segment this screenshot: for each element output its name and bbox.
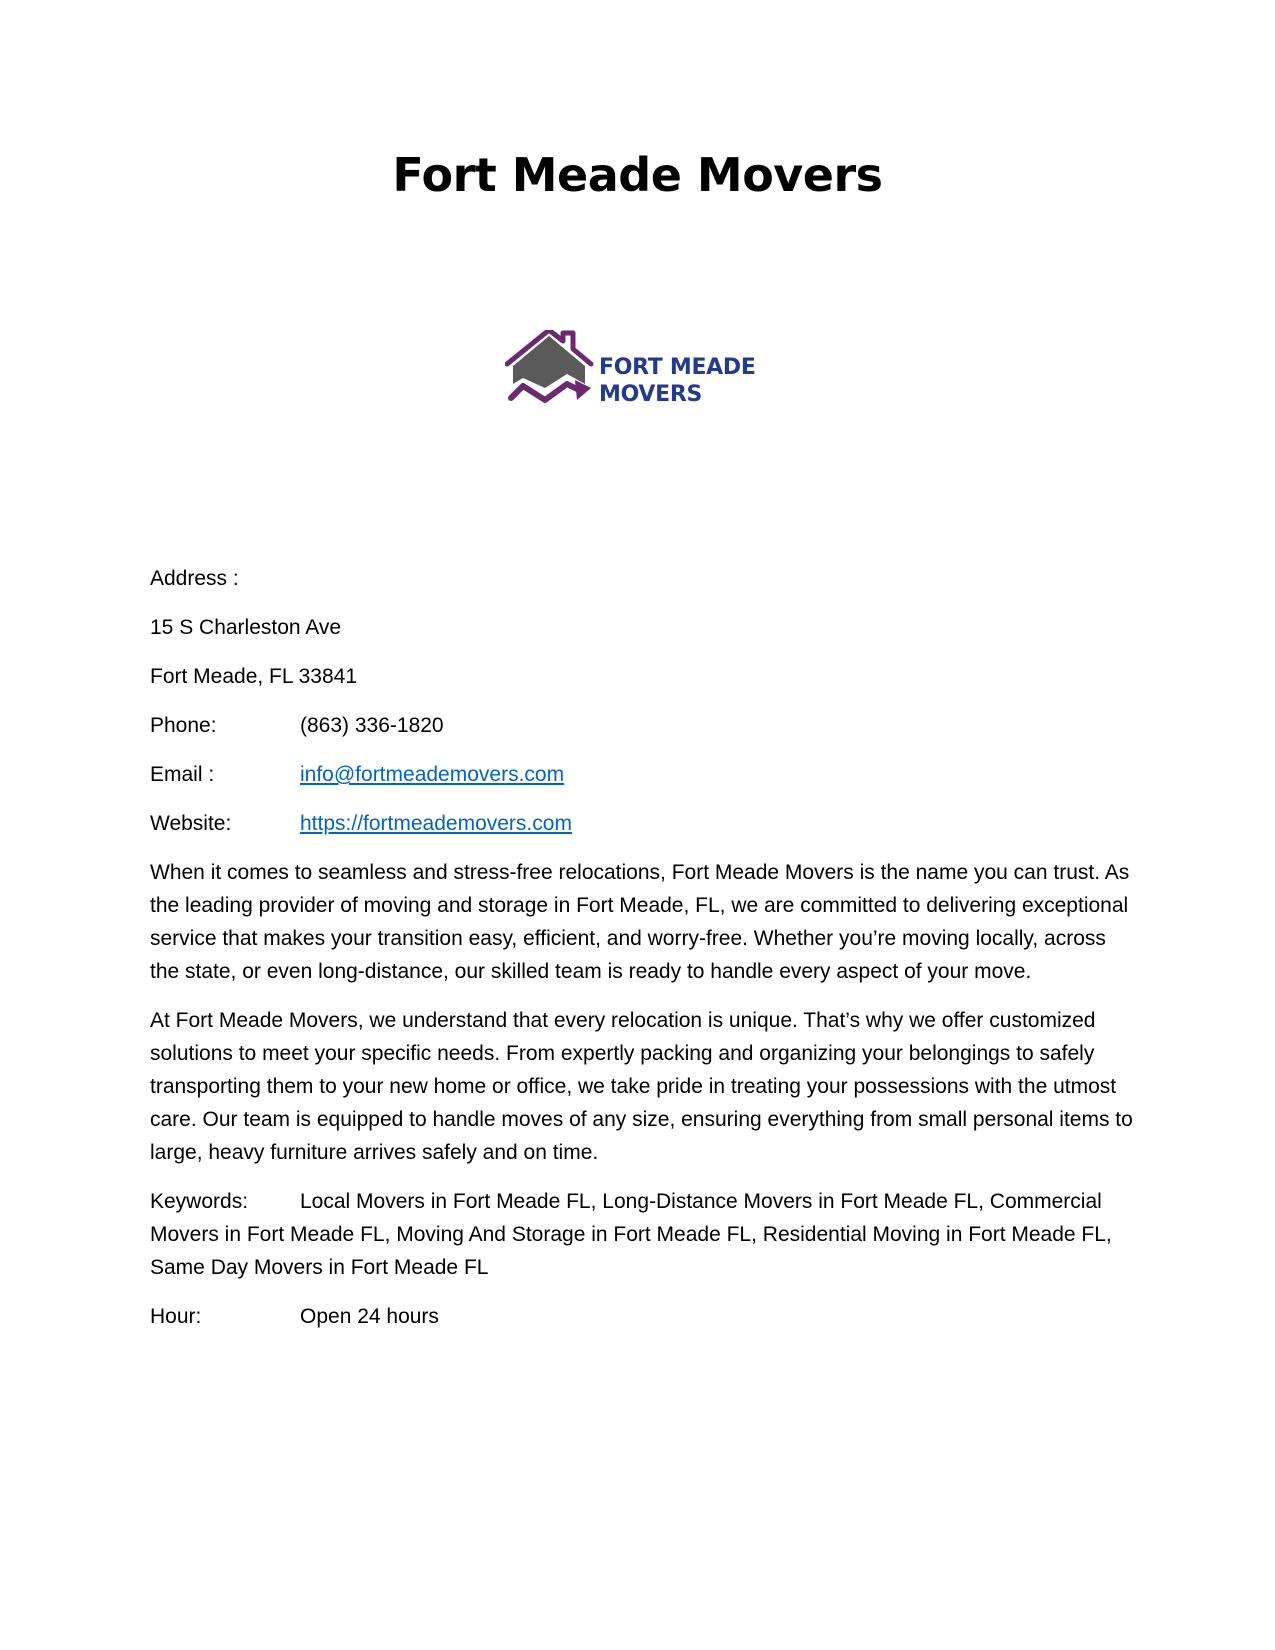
hours-row xyxy=(150,1300,1135,1333)
website-link[interactable]: https://fortmeademovers.com xyxy=(300,812,572,835)
phone-label: Phone: xyxy=(150,714,217,737)
keywords-label: Keywords: xyxy=(150,1190,249,1213)
document-body xyxy=(150,562,1135,1349)
hours-label: Hour: xyxy=(150,1305,202,1328)
keywords-value: Local Movers in Fort Meade FL, Long-Distance Movers in Fort Meade FL, Commercial Movers in Fort Meade FL, Moving And Storage in Fort Meade FL, Residential Moving in Fort Meade FL, Same Day Movers in Fort Meade FL xyxy=(150,1190,1112,1279)
logo-wordmark xyxy=(599,354,756,408)
company-logo xyxy=(505,330,775,420)
website-label: Website: xyxy=(150,812,232,835)
address-line-2: Fort Meade, FL 33841 xyxy=(150,665,358,688)
address-line-1: 15 S Charleston Ave xyxy=(150,616,342,639)
address-label: Address : xyxy=(150,567,239,590)
keywords-paragraph xyxy=(150,1185,1135,1284)
email-label: Email : xyxy=(150,763,215,786)
email-link[interactable]: info@fortmeademovers.com xyxy=(300,763,565,786)
logo-line-2: MOVERS xyxy=(599,382,703,407)
website-row xyxy=(150,807,1135,840)
services-paragraph: At Fort Meade Movers, we understand that every relocation is unique. That’s why we offer customized solutions to meet your specific needs. From expertly packing and organizing your belongings to safely transporting them to your new home or office, we take pride in treating your possessions with the utmost care. Our team is equipped to handle moves of any size, ensuring everything from small personal items to large, heavy furniture arrives safely and on time. xyxy=(150,1009,1133,1164)
page-title: Fort Meade Movers xyxy=(392,148,883,202)
phone-value: (863) 336-1820 xyxy=(300,714,444,737)
house-arrow-icon xyxy=(505,330,595,410)
intro-paragraph: When it comes to seamless and stress-free relocations, Fort Meade Movers is the name you can trust. As the leading provider of moving and storage in Fort Meade, FL, we are committed to delivering exceptional service that makes your transition easy, efficient, and worry-free. Whether you’re moving locally, across the state, or even long-distance, our skilled team is ready to handle every aspect of your move. xyxy=(150,861,1130,983)
hours-value: Open 24 hours xyxy=(300,1305,439,1328)
logo-line-1: FORT MEADE xyxy=(599,355,756,380)
phone-row xyxy=(150,709,1135,742)
email-row xyxy=(150,758,1135,791)
